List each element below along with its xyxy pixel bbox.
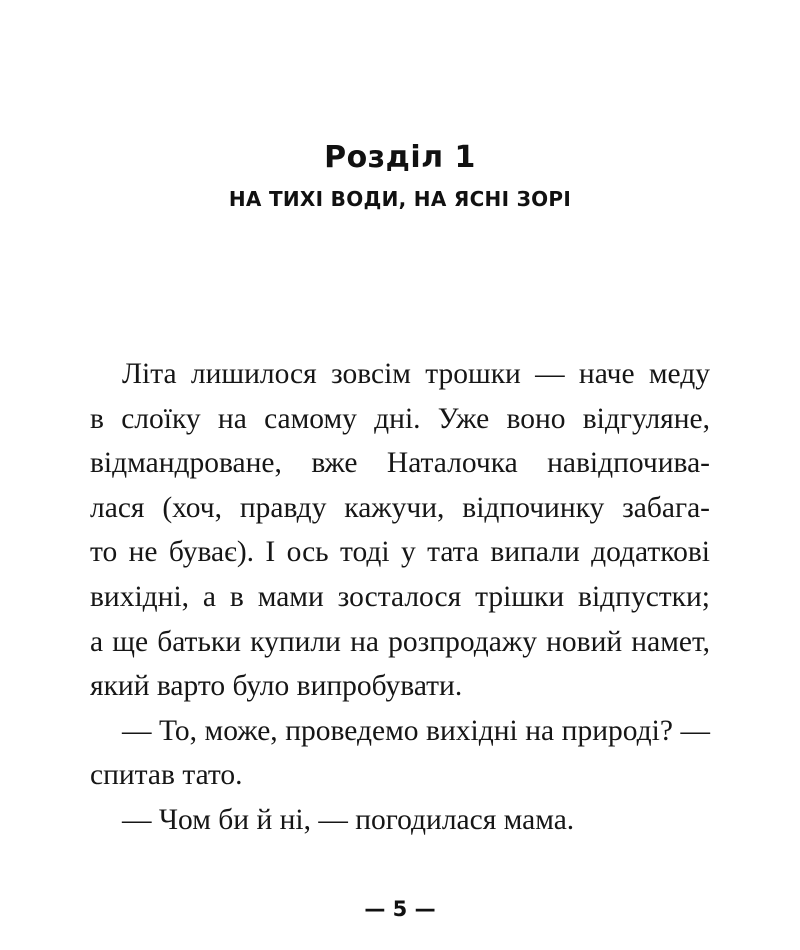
text-line: вихідні, а в мами зосталося трішки відпустки; <box>90 580 710 613</box>
page-number: — 5 — <box>364 897 436 921</box>
text-line: а ще батьки купили на розпродажу новий намет, <box>90 625 710 658</box>
text-line: то не буває). І ось тоді у тата випали додаткові <box>90 536 710 569</box>
text-line: спитав тато. <box>90 759 243 792</box>
text-line: Літа лишилося зовсім трошки — наче меду <box>122 358 710 390</box>
chapter-number: Розділ 1 <box>324 140 476 175</box>
text-line: лася (хоч, правду кажучи, відпочинку забага- <box>90 491 710 524</box>
text-line: — Чом би й ні, — погодилася мама. <box>122 803 575 836</box>
text-line: відмандроване, вже Наталочка навідпочива- <box>90 447 710 480</box>
body-text <box>90 352 710 843</box>
chapter-title: НА ТИХІ ВОДИ, НА ЯСНІ ЗОРІ <box>228 187 572 211</box>
text-line: який варто було випробувати. <box>90 670 463 703</box>
text-line: — То, може, проведемо вихідні на природі? — <box>122 714 710 747</box>
text-line: в слоїку на самому дні. Уже воно відгуляне, <box>90 402 710 435</box>
